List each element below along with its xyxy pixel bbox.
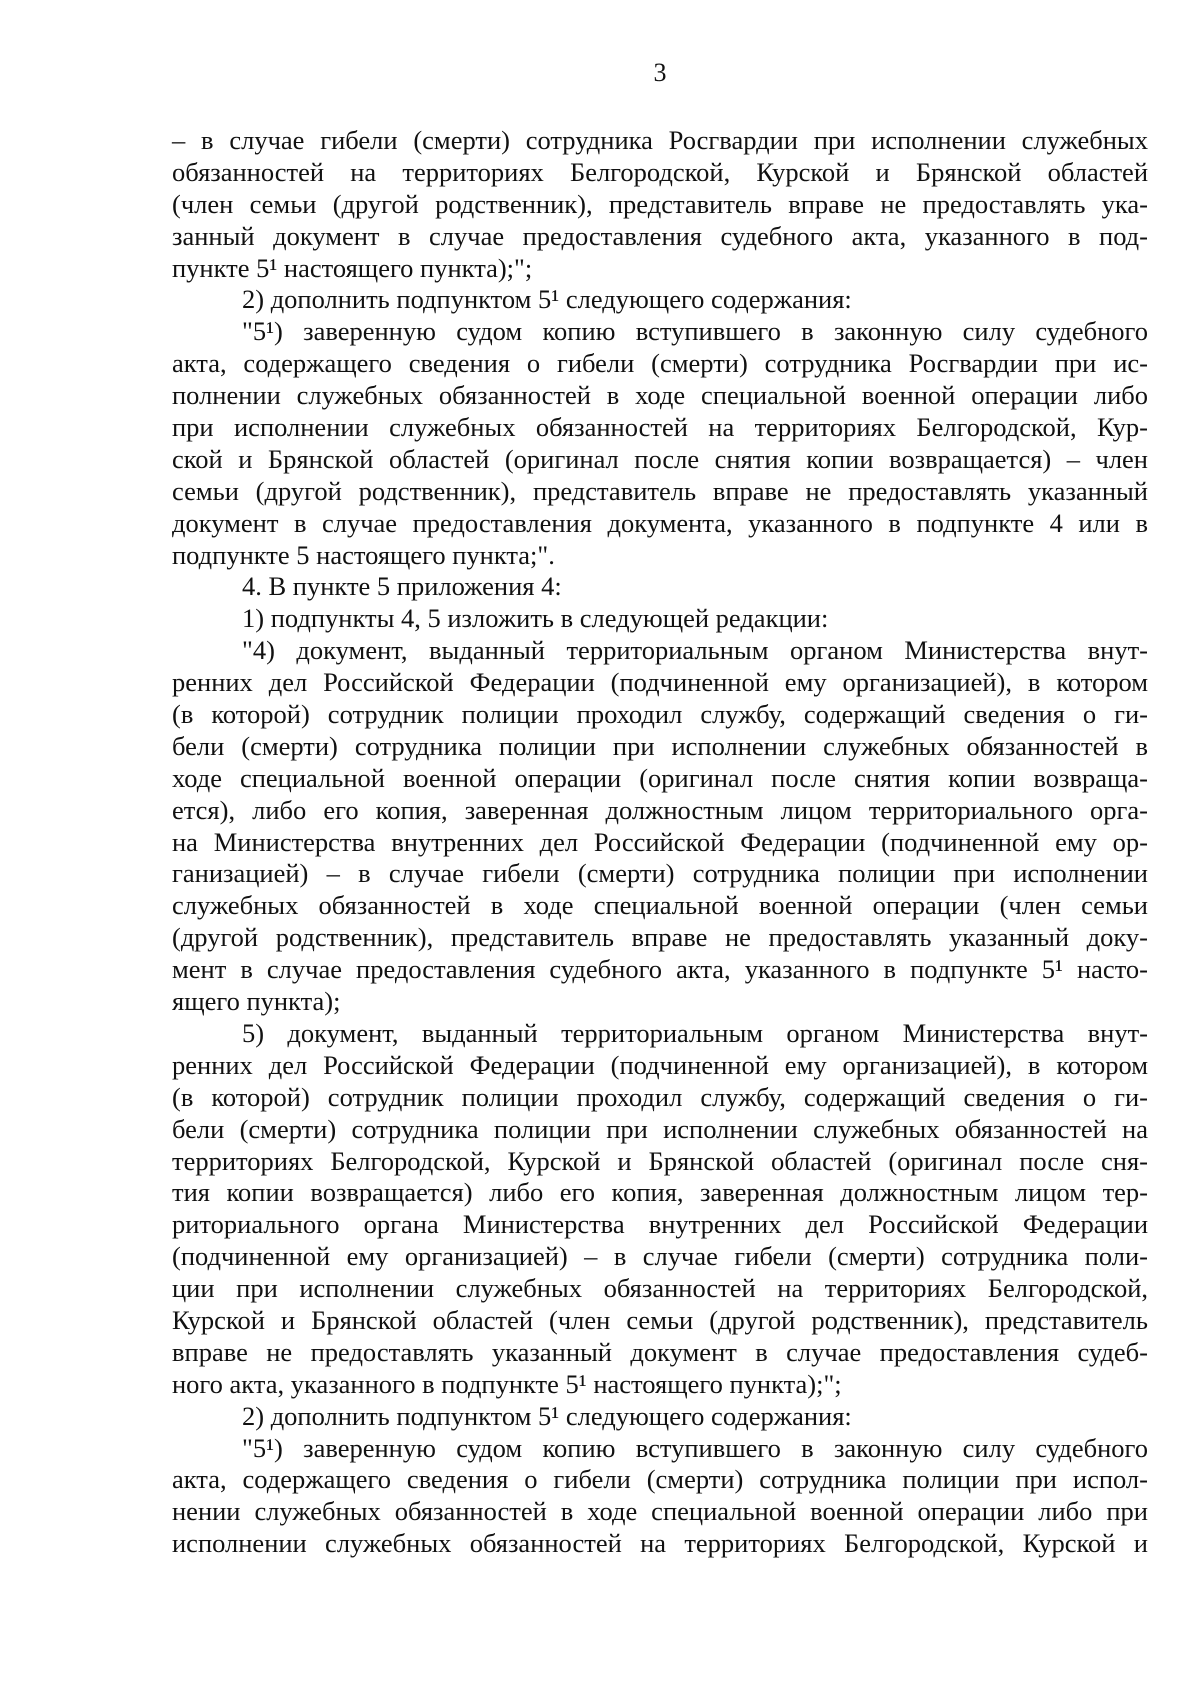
text-line: "5¹) заверенную судом копию вступившего в законную силу судебного — [242, 1432, 1148, 1463]
text-line: ходе специальной военной операции (оригинал после снятия копии возвраща- — [172, 762, 1148, 793]
text-line: ется), либо его копия, заверенная должностным лицом территориального орга- — [172, 794, 1148, 825]
text-line: тия копии возвращается) либо его копия, заверенная должностным лицом тер- — [172, 1177, 1148, 1208]
text-line: занный документ в случае предоставления судебного акта, указанного в под- — [172, 220, 1148, 251]
document-body — [172, 125, 1148, 1560]
text-line: нении служебных обязанностей в ходе специальной военной операции либо при — [172, 1496, 1148, 1527]
text-line: документ в случае предоставления документа, указанного в подпункте 4 или в — [172, 507, 1148, 538]
text-line: исполнении служебных обязанностей на территориях Белгородской, Курской и — [172, 1528, 1148, 1559]
text-line: ции при исполнении служебных обязанностей на территориях Белгородской, — [172, 1273, 1148, 1304]
text-line: бели (смерти) сотрудника полиции при исполнении служебных обязанностей на — [172, 1113, 1148, 1144]
text-line: акта, содержащего сведения о гибели (смерти) сотрудника полиции при испол- — [172, 1464, 1148, 1495]
text-line: полнении служебных обязанностей в ходе специальной военной операции либо — [172, 380, 1148, 411]
text-line: ного акта, указанного в подпункте 5¹ настоящего пункта);"; — [172, 1368, 842, 1399]
text-line: вправе не предоставлять указанный документ в случае предоставления судеб- — [172, 1336, 1148, 1367]
text-line: обязанностей на территориях Белгородской, Курской и Брянской областей — [172, 156, 1148, 187]
text-line: 1) подпункты 4, 5 изложить в следующей редакции: — [242, 603, 829, 634]
text-line: (член семьи (другой родственник), представитель вправе не предоставлять ука- — [172, 188, 1148, 219]
text-line: ской и Брянской областей (оригинал после снятия копии возвращается) – член — [172, 443, 1148, 474]
text-line: мент в случае предоставления судебного акта, указанного в подпункте 5¹ насто- — [172, 954, 1148, 985]
text-line: на Министерства внутренних дел Российской Федерации (подчиненной ему ор- — [172, 826, 1148, 857]
text-line: 2) дополнить подпунктом 5¹ следующего содержания: — [242, 284, 852, 315]
text-line: (в которой) сотрудник полиции проходил службу, содержащий сведения о ги- — [172, 1081, 1148, 1112]
text-line: подпункте 5 настоящего пункта;". — [172, 539, 555, 570]
text-line: (в которой) сотрудник полиции проходил службу, содержащий сведения о ги- — [172, 699, 1148, 730]
text-line: при исполнении служебных обязанностей на территориях Белгородской, Кур- — [172, 412, 1148, 443]
text-line: риториального органа Министерства внутренних дел Российской Федерации — [172, 1209, 1148, 1240]
text-line: (другой родственник), представитель вправе не предоставлять указанный доку- — [172, 922, 1148, 953]
text-line: 4. В пункте 5 приложения 4: — [242, 571, 562, 602]
text-line: 5) документ, выданный территориальным органом Министерства внут- — [242, 1017, 1148, 1048]
text-line: служебных обязанностей в ходе специальной военной операции (член семьи — [172, 890, 1148, 921]
text-line: ренних дел Российской Федерации (подчиненной ему организацией), в котором — [172, 1049, 1148, 1080]
text-line: – в случае гибели (смерти) сотрудника Росгвардии при исполнении служебных — [172, 125, 1148, 155]
text-line: пункте 5¹ настоящего пункта);"; — [172, 252, 533, 283]
text-line: семьи (другой родственник), представитель вправе не предоставлять указанный — [172, 475, 1148, 506]
text-line: территориях Белгородской, Курской и Брянской областей (оригинал после сня- — [172, 1145, 1148, 1176]
text-line: Курской и Брянской областей (член семьи (другой родственник), представитель — [172, 1304, 1148, 1335]
text-line: "4) документ, выданный территориальным органом Министерства внут- — [242, 635, 1148, 666]
text-line: ящего пункта); — [172, 986, 341, 1017]
text-line: 2) дополнить подпунктом 5¹ следующего содержания: — [242, 1400, 852, 1431]
page-number: 3 — [653, 58, 667, 87]
text-line: акта, содержащего сведения о гибели (смерти) сотрудника Росгвардии при ис- — [172, 348, 1148, 379]
text-line: бели (смерти) сотрудника полиции при исполнении служебных обязанностей в — [172, 730, 1148, 761]
text-line: ренних дел Российской Федерации (подчиненной ему организацией), в котором — [172, 667, 1148, 698]
text-line: ганизацией) – в случае гибели (смерти) сотрудника полиции при исполнении — [172, 858, 1148, 889]
text-line: (подчиненной ему организацией) – в случае гибели (смерти) сотрудника поли- — [172, 1241, 1148, 1272]
text-line: "5¹) заверенную судом копию вступившего в законную силу судебного — [242, 316, 1148, 347]
